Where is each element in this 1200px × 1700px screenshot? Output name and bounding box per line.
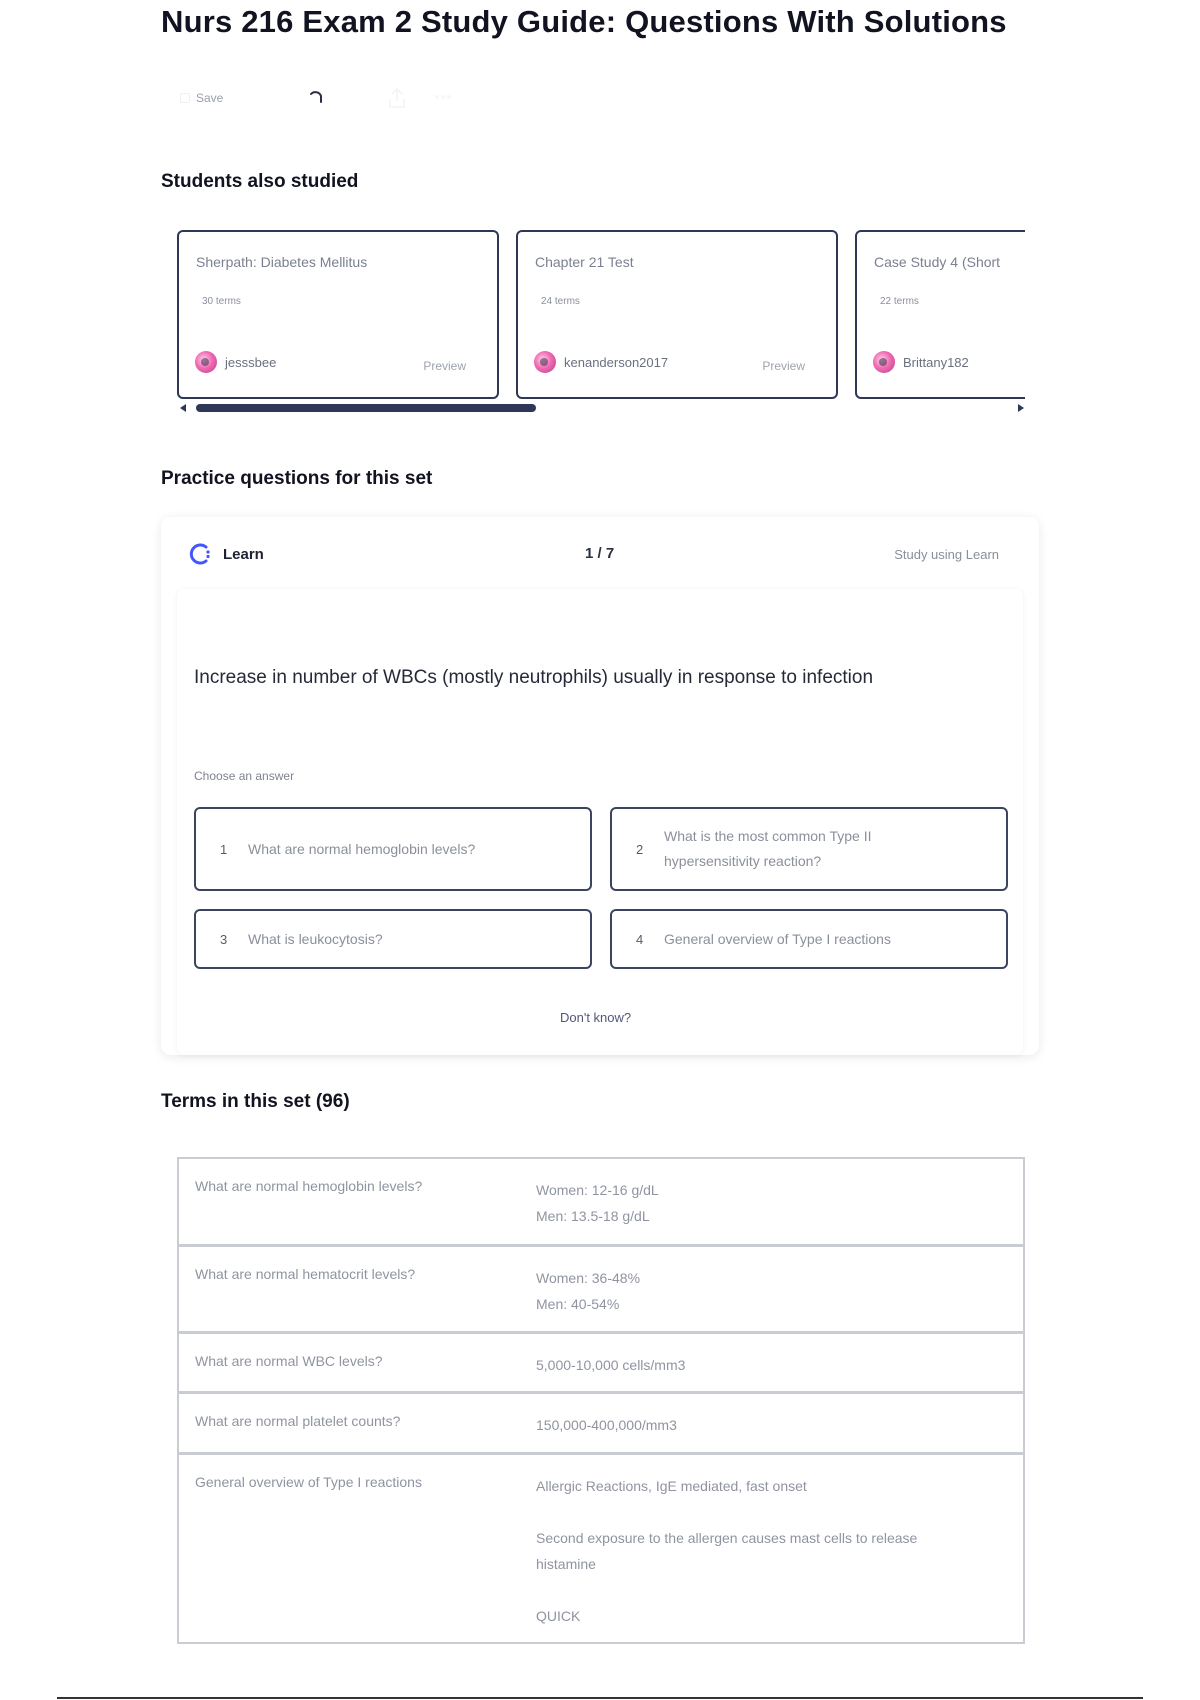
bottom-divider [57,1697,1143,1699]
card-user [534,351,668,373]
students-also-studied-heading: Students also studied [161,171,359,192]
scroll-right-arrow-icon[interactable] [1018,404,1024,412]
table-row [179,1244,1023,1331]
answer-option[interactable] [610,909,1008,969]
question-counter: 1 / 7 [585,545,615,562]
term-answer-line: 5,000-10,000 cells/mm3 [536,1357,686,1373]
avatar [195,351,217,373]
study-using-learn-link[interactable]: Study using Learn [894,547,999,562]
scrollbar-thumb[interactable] [196,404,536,412]
card-title: Sherpath: Diabetes Mellitus [196,254,368,270]
answer-number: 4 [636,931,644,947]
answer-number: 1 [220,841,228,857]
table-row [179,1331,1023,1391]
term-answer [536,1334,701,1391]
term-question: What are normal hemoglobin levels? [195,1178,423,1194]
card-preview-button[interactable]: Preview [423,359,466,373]
term-answer-line: Second exposure to the allergen causes mast cells to release histamine [536,1530,918,1572]
term-question: What are normal hematocrit levels? [195,1266,416,1282]
table-row [179,1391,1023,1452]
answer-number: 2 [636,841,644,857]
answer-option[interactable] [194,807,592,891]
term-question: What are normal platelet counts? [195,1413,401,1429]
bookmark-icon [180,93,190,103]
card-title: Chapter 21 Test [535,254,634,270]
avatar [873,351,895,373]
answer-text: General overview of Type I reactions [664,930,891,947]
term-answer-line: 150,000-400,000/mm3 [536,1417,677,1433]
scroll-left-arrow-icon[interactable] [180,404,186,412]
terms-table [177,1157,1025,1644]
study-set-carousel [177,230,1025,402]
card-user [873,351,969,373]
term-answer [536,1455,996,1642]
answer-text: What is leukocytosis? [248,930,383,947]
card-title: Case Study 4 (Short [874,254,1001,270]
term-question: What are normal WBC levels? [195,1353,383,1369]
term-answer-line: Women: 36-48% [536,1270,641,1286]
carousel-scrollbar[interactable] [180,403,1024,413]
answer-option[interactable] [194,909,592,969]
terms-heading: Terms in this set (96) [161,1091,350,1112]
table-row [179,1452,1023,1642]
answer-text: What are normal hemoglobin levels? [248,840,476,857]
answer-text: What is the most common Type II hypersensitivity reaction? [664,828,872,869]
question-card [177,589,1023,1055]
answer-option[interactable] [610,807,1008,891]
term-question: General overview of Type I reactions [195,1474,422,1490]
card-term-count: 30 terms [202,296,241,307]
learn-panel [161,517,1039,1055]
card-username: Brittany182 [903,354,969,370]
learn-header [187,541,264,567]
card-username: kenanderson2017 [564,354,669,370]
study-set-card[interactable] [177,230,499,399]
study-set-card[interactable] [855,230,1025,399]
answer-number: 3 [220,931,228,947]
choose-answer-label: Choose an answer [194,769,295,783]
learn-icon [187,541,213,567]
card-preview-button[interactable]: Preview [762,359,805,373]
avatar [534,351,556,373]
study-set-card[interactable] [516,230,838,399]
dont-know-button[interactable]: Don't know? [560,1010,632,1025]
term-answer [536,1247,656,1331]
loader-icon [306,88,326,108]
share-icon[interactable] [386,86,408,110]
save-button[interactable] [180,91,223,105]
card-username: jesssbee [225,354,277,370]
action-bar [180,84,223,112]
save-label: Save [196,91,224,105]
table-row [179,1159,1023,1244]
term-answer [536,1159,675,1244]
learn-label: Learn [223,545,264,563]
page-title: Nurs 216 Exam 2 Study Guide: Questions With Solutions [161,4,1007,39]
term-answer-line: Women: 12-16 g/dL [536,1182,659,1198]
term-answer-line: Men: 40-54% [536,1296,620,1312]
more-options-icon[interactable] [434,94,452,100]
card-user [195,351,276,373]
card-term-count: 24 terms [541,296,580,307]
card-term-count: 22 terms [880,296,919,307]
term-answer-line: Men: 13.5-18 g/dL [536,1208,650,1224]
term-answer-line: Allergic Reactions, IgE mediated, fast onset [536,1478,807,1494]
term-answer [536,1394,693,1452]
term-answer-line: QUICK [536,1608,581,1624]
question-text: Increase in number of WBCs (mostly neutrophils) usually in response to infection [194,667,874,688]
practice-questions-heading: Practice questions for this set [161,468,433,489]
